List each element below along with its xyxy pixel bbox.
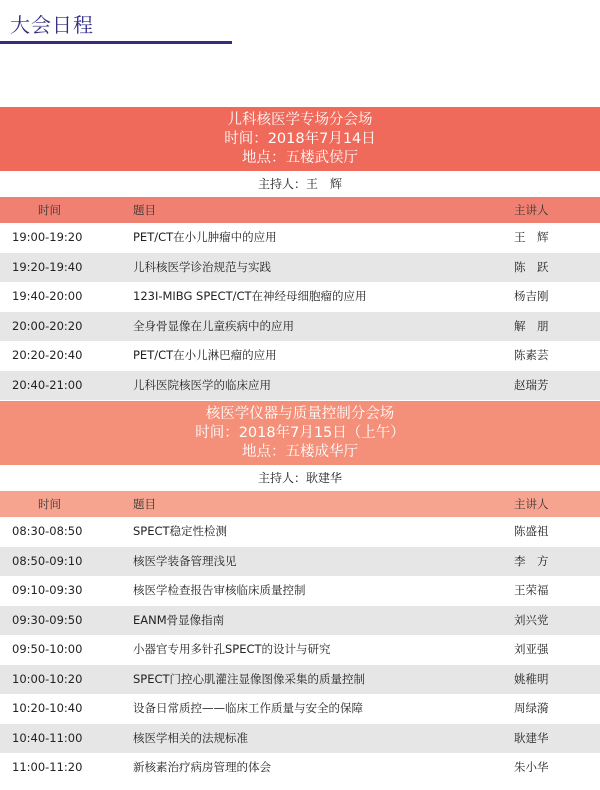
row-time: 19:00-19:20 <box>12 230 83 244</box>
row-time: 10:40-11:00 <box>12 730 83 745</box>
row-time: 08:30-08:50 <box>12 524 83 538</box>
session-pediatric <box>0 107 600 400</box>
session-time: 时间：2018年7月15日（上午） <box>195 425 405 441</box>
table-row <box>0 312 600 342</box>
session-name: 儿科核医学专场分会场 <box>227 112 373 128</box>
row-title: 核医学装备管理浅见 <box>133 553 237 568</box>
session-time: 时间：2018年7月14日 <box>224 131 376 147</box>
session-place: 地点：五楼成华厅 <box>242 444 358 460</box>
row-speaker: 赵瑞芳 <box>514 377 549 392</box>
row-title: SPECT稳定性检测 <box>133 524 228 538</box>
row-time: 20:00-20:20 <box>12 318 83 333</box>
session-header <box>0 107 600 171</box>
row-speaker: 刘亚强 <box>514 642 549 656</box>
table-row <box>0 371 600 401</box>
table-row <box>0 223 600 253</box>
table-row <box>0 694 600 724</box>
row-speaker: 李 方 <box>514 553 549 568</box>
row-speaker: 耿建华 <box>514 730 549 745</box>
page-title-underline <box>0 0 232 44</box>
row-title: 小器官专用多针孔SPECT的设计与研究 <box>133 642 331 656</box>
session-header <box>0 401 600 465</box>
table-row <box>0 547 600 577</box>
table-row <box>0 517 600 547</box>
row-speaker: 朱小华 <box>514 760 549 774</box>
row-title: 设备日常质控——临床工作质量与安全的保障 <box>133 701 363 715</box>
row-speaker: 解 朋 <box>514 318 549 333</box>
row-speaker: 刘兴党 <box>514 612 549 627</box>
table-header <box>0 197 600 223</box>
row-time: 20:20-20:40 <box>12 348 83 362</box>
session-host: 主持人：王 辉 <box>0 171 600 197</box>
column-header-speaker: 主讲人 <box>514 497 549 511</box>
row-speaker: 周绿漪 <box>514 701 549 715</box>
row-time: 10:00-10:20 <box>12 671 83 686</box>
row-speaker: 杨吉刚 <box>514 289 549 303</box>
row-title: 儿科核医学诊治规范与实践 <box>133 259 271 274</box>
table-row <box>0 606 600 636</box>
row-title: 儿科医院核医学的临床应用 <box>133 377 271 392</box>
schedule-rows <box>0 223 600 400</box>
schedule-rows <box>0 517 600 783</box>
row-time: 09:10-09:30 <box>12 583 83 597</box>
session-instrument-qc <box>0 401 600 783</box>
row-title: 123I-MIBG SPECT/CT在神经母细胞瘤的应用 <box>133 289 367 303</box>
table-row <box>0 341 600 371</box>
column-header-title: 题目 <box>133 497 156 511</box>
row-time: 09:50-10:00 <box>12 642 83 656</box>
table-header <box>0 491 600 517</box>
row-title: SPECT门控心肌灌注显像图像采集的质量控制 <box>133 671 366 686</box>
column-header-title: 题目 <box>133 203 156 217</box>
row-title: EANM骨显像指南 <box>133 612 225 627</box>
row-time: 10:20-10:40 <box>12 701 83 715</box>
row-title: PET/CT在小儿淋巴瘤的应用 <box>133 348 277 362</box>
row-speaker: 王荣福 <box>514 583 549 597</box>
table-row <box>0 576 600 606</box>
table-row <box>0 665 600 695</box>
session-place: 地点：五楼武侯厅 <box>242 150 358 166</box>
row-title: 核医学检查报告审核临床质量控制 <box>133 583 306 597</box>
table-row <box>0 253 600 283</box>
table-row <box>0 724 600 754</box>
row-time: 11:00-11:20 <box>12 760 83 774</box>
table-row <box>0 753 600 783</box>
row-speaker: 陈素芸 <box>514 348 549 362</box>
column-header-time: 时间 <box>38 203 61 217</box>
table-row <box>0 282 600 312</box>
row-title: 核医学相关的法规标准 <box>133 730 248 745</box>
row-title: 全身骨显像在儿童疾病中的应用 <box>133 318 294 333</box>
row-speaker: 陈 跃 <box>514 259 549 274</box>
column-header-time: 时间 <box>38 497 61 511</box>
session-name: 核医学仪器与质量控制分会场 <box>205 406 395 422</box>
row-title: PET/CT在小儿肿瘤中的应用 <box>133 230 277 244</box>
row-speaker: 陈盛祖 <box>514 524 549 538</box>
row-time: 20:40-21:00 <box>12 377 83 392</box>
row-speaker: 王 辉 <box>514 230 549 244</box>
column-header-speaker: 主讲人 <box>514 203 549 217</box>
row-time: 19:20-19:40 <box>12 259 83 274</box>
row-time: 19:40-20:00 <box>12 289 83 303</box>
row-speaker: 姚稚明 <box>514 671 549 686</box>
row-time: 09:30-09:50 <box>12 612 83 627</box>
page-title: 大会日程 <box>10 13 94 37</box>
row-title: 新核素治疗病房管理的体会 <box>133 760 271 774</box>
table-row <box>0 635 600 665</box>
row-time: 08:50-09:10 <box>12 553 83 568</box>
session-host: 主持人：耿建华 <box>0 465 600 491</box>
